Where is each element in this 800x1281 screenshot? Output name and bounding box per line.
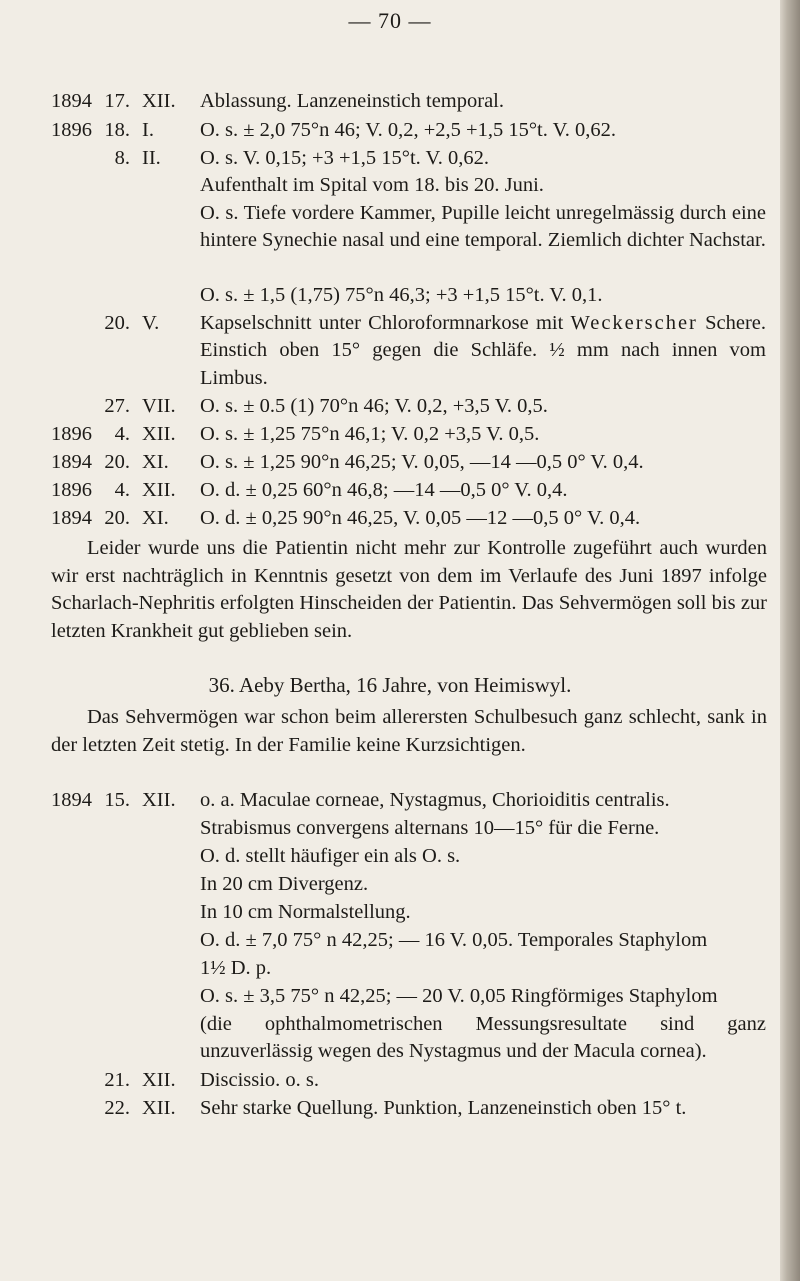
- entry-day: 27.: [104, 395, 130, 417]
- entry-text-pre: Kapselschnitt unter Chloroformnarkose mit: [200, 312, 571, 334]
- entry-month: XII.: [142, 423, 176, 445]
- entry-year: 1894: [51, 90, 92, 112]
- entry-text: O. d. ± 0,25 60°n 46,8; —14 —0,5 0° V. 0,4.: [200, 479, 568, 501]
- entry-day: 15.: [104, 789, 130, 811]
- entry-text-post: Schere. Einstich oben 15° gegen die Schläfe. ½ mm nach innen vom Limbus.: [200, 312, 767, 389]
- entry-text: O. s. ± 0.5 (1) 70°n 46; V. 0,2, +3,5 V. 0,5.: [200, 395, 548, 417]
- entry-line: Strabismus convergens alternans 10—15° für die Ferne.: [200, 817, 660, 839]
- entry-line: o. a. Maculae corneae, Nystagmus, Chorioiditis centralis.: [200, 789, 670, 811]
- entry-day: 4.: [114, 479, 130, 501]
- entry-line: 1½ D. p.: [200, 957, 272, 979]
- entry-month: V.: [142, 312, 160, 334]
- entry-month: II.: [142, 147, 161, 169]
- entry-month: XI.: [142, 507, 169, 529]
- entry-month: I.: [142, 119, 154, 141]
- entry-day: 4.: [114, 423, 130, 445]
- case-heading: 36. Aeby Bertha, 16 Jahre, von Heimiswyl.: [208, 673, 572, 697]
- paragraph-outcome: Leider wurde uns die Patientin nicht mehr zur Kontrolle zugeführt auch wurden wir erst nachträglich in Kenntnis gesetzt von dem im Verlaufe des Juni 1897 infolge Scharlach-Nephritis erfolgten Hinscheiden der Patientin. Das Sehvermögen soll bis zur letzten Krankheit gut geblieben sein.: [51, 537, 767, 642]
- entry-text: O. s. ± 1,25 90°n 46,25; V. 0,05, —14 —0,5 0° V. 0,4.: [200, 451, 644, 473]
- entry-text: O. s. ± 1,25 75°n 46,1; V. 0,2 +3,5 V. 0,5.: [200, 423, 540, 445]
- entry-line: O. s. ± 3,5 75° n 42,25; — 20 V. 0,05 Ringförmiges Staphylom: [200, 985, 718, 1007]
- entry-day: 21.: [104, 1069, 130, 1091]
- paragraph-history: Das Sehvermögen war schon beim allerersten Schulbesuch ganz schlecht, sank in der letzten Zeit stetig. In der Familie keine Kurzsichtigen.: [51, 706, 767, 756]
- entry-text: [200, 310, 766, 392]
- entry-day: 22.: [104, 1097, 130, 1119]
- entry-text: Ablassung. Lanzeneinstich temporal.: [200, 90, 504, 112]
- note-stay: Aufenthalt im Spital vom 18. bis 20. Juni.: [200, 174, 544, 196]
- entry-year: 1896: [51, 119, 92, 141]
- entry-month: XII.: [142, 90, 176, 112]
- entry-year: 1894: [51, 789, 92, 811]
- entry-text: O. d. ± 0,25 90°n 46,25, V. 0,05 —12 —0,5 0° V. 0,4.: [200, 507, 641, 529]
- entry-text: O. s. V. 0,15; +3 +1,5 15°t. V. 0,62.: [200, 147, 489, 169]
- entry-day: 20.: [104, 312, 130, 334]
- page-edge-shadow: [780, 0, 800, 1281]
- entry-day: 17.: [104, 90, 130, 112]
- entry-day: 18.: [104, 119, 130, 141]
- note-measurement: O. s. ± 1,5 (1,75) 75°n 46,3; +3 +1,5 15°t. V. 0,1.: [200, 284, 603, 306]
- entry-year: 1894: [51, 451, 92, 473]
- entry-year: 1896: [51, 423, 92, 445]
- entry-year: 1896: [51, 479, 92, 501]
- entry-text: O. s. ± 2,0 75°n 46; V. 0,2, +2,5 +1,5 15°t. V. 0,62.: [200, 119, 617, 141]
- entry-month: XII.: [142, 1097, 176, 1119]
- entry-line: O. d. ± 7,0 75° n 42,25; — 16 V. 0,05. Temporales Staphylom: [200, 929, 708, 951]
- note-findings: O. s. Tiefe vordere Kammer, Pupille leicht unregelmässig durch eine hintere Synechie nasal und eine temporal. Ziemlich dichter Nachstar.: [200, 202, 766, 252]
- entry-line: O. d. stellt häufiger ein als O. s.: [200, 845, 461, 867]
- entry-text-spaced: Weckerscher: [570, 312, 698, 334]
- entry-month: XI.: [142, 451, 169, 473]
- entry-line: In 10 cm Normalstellung.: [200, 901, 411, 923]
- entry-year: 1894: [51, 507, 92, 529]
- entry-text: Sehr starke Quellung. Punktion, Lanzeneinstich oben 15° t.: [200, 1097, 687, 1119]
- entry-day: 20.: [104, 451, 130, 473]
- entry-month: XII.: [142, 789, 176, 811]
- entry-day: 8.: [114, 147, 130, 169]
- page-number: — 70 —: [348, 8, 432, 33]
- entry-month: XII.: [142, 1069, 176, 1091]
- entry-month: XII.: [142, 479, 176, 501]
- entry-text: Discissio. o. s.: [200, 1069, 320, 1091]
- entry-month: VII.: [142, 395, 176, 417]
- entry-line: In 20 cm Divergenz.: [200, 873, 369, 895]
- entry-day: 20.: [104, 507, 130, 529]
- entry-note: (die ophthalmometrischen Messungsresultate sind ganz unzuverlässig wegen des Nystagmus und der Macula cornea).: [200, 1013, 766, 1063]
